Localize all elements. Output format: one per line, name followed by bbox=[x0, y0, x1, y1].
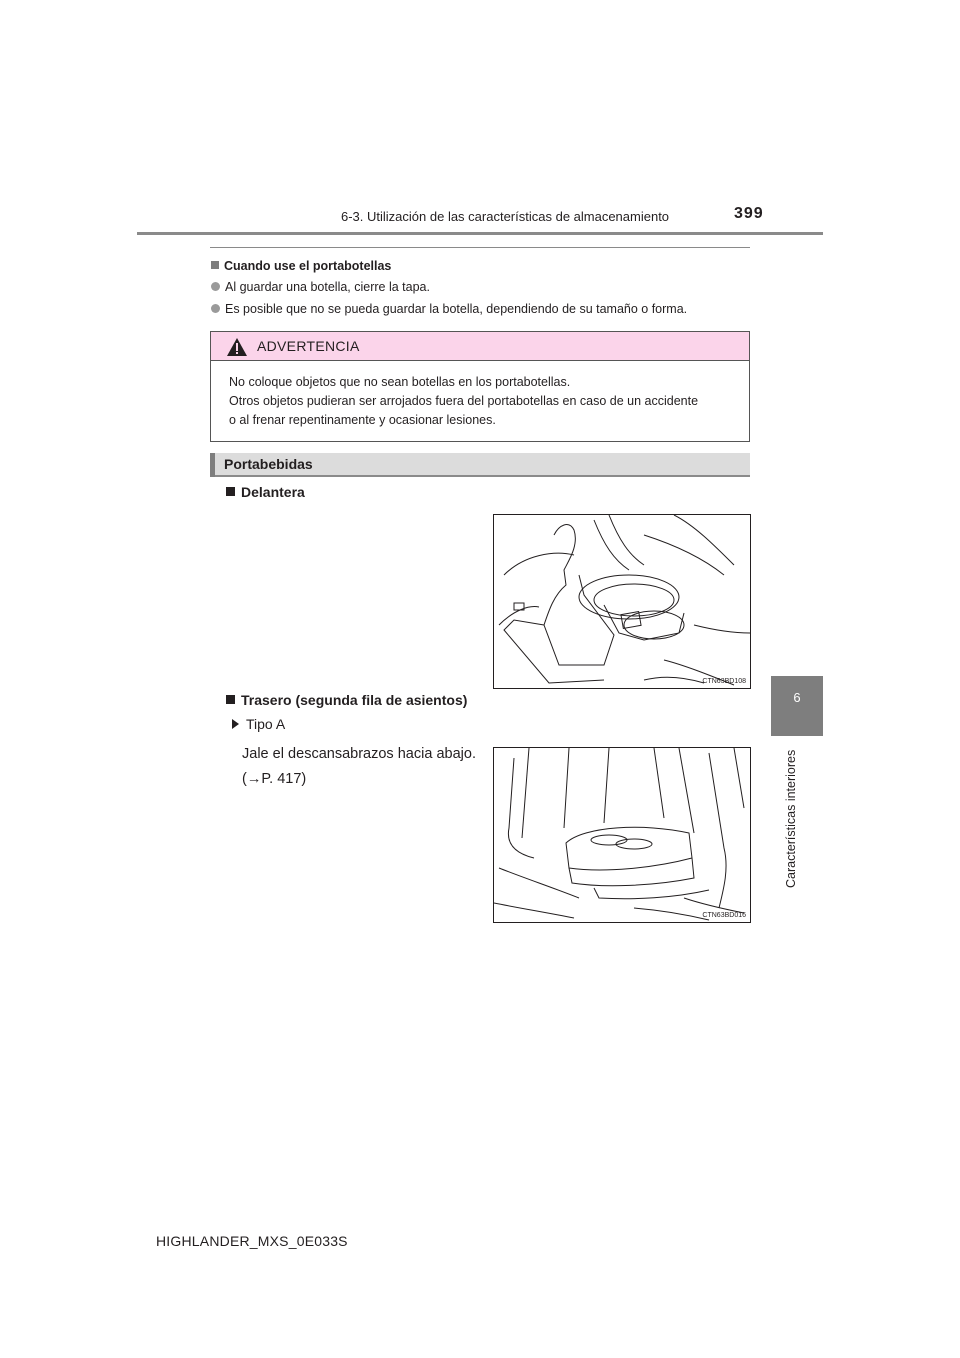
front-console-drawing bbox=[494, 515, 750, 688]
square-bullet-icon bbox=[226, 487, 235, 496]
header-title: 6-3. Utilización de las características de almacenamiento bbox=[341, 209, 670, 224]
warning-box bbox=[210, 331, 750, 442]
figure-code: CTN63BD108 bbox=[702, 678, 746, 685]
warning-line: Otros objetos pudieran ser arrojados fuera del portabotellas en caso de un accidente bbox=[229, 394, 699, 408]
rear-cupholder-illustration bbox=[493, 747, 751, 923]
subheading-front bbox=[226, 484, 305, 500]
chapter-label: Características interiores bbox=[784, 749, 798, 888]
warning-header bbox=[211, 332, 749, 361]
warning-triangle-icon bbox=[226, 337, 248, 357]
rear-armrest-drawing bbox=[494, 748, 750, 922]
note-bullet bbox=[211, 302, 687, 316]
subheading-rear bbox=[226, 692, 467, 708]
type-label-text: Tipo A bbox=[246, 716, 286, 732]
note-title-text: Cuando use el portabotellas bbox=[224, 259, 392, 273]
circle-bullet-icon bbox=[211, 282, 220, 291]
section-title: Portabebidas bbox=[224, 456, 313, 472]
front-cupholder-illustration bbox=[493, 514, 751, 689]
chapter-tab bbox=[771, 676, 823, 736]
figure-code: CTN63BD016 bbox=[702, 912, 746, 919]
subheading-text: Trasero (segunda fila de asientos) bbox=[241, 692, 468, 708]
warning-body bbox=[229, 373, 745, 430]
heading-accent bbox=[210, 453, 215, 477]
instruction-text: Jale el descansabrazos hacia abajo. (→P. 417) bbox=[242, 746, 476, 787]
header-rule bbox=[137, 232, 823, 235]
warning-title: ADVERTENCIA bbox=[257, 338, 360, 354]
note-title bbox=[211, 259, 391, 273]
chapter-number: 6 bbox=[793, 690, 801, 705]
warning-line: o al frenar repentinamente y ocasionar lesiones. bbox=[229, 413, 496, 427]
type-label bbox=[232, 716, 285, 732]
section-rule bbox=[210, 247, 750, 248]
triangle-bullet-icon bbox=[232, 719, 239, 729]
circle-bullet-icon bbox=[211, 304, 220, 313]
section-heading bbox=[210, 453, 750, 477]
square-bullet-icon bbox=[211, 261, 219, 269]
warning-line: No coloque objetos que no sean botellas en los portabotellas. bbox=[229, 375, 571, 389]
note-bullet bbox=[211, 280, 430, 294]
page-number: 399 bbox=[734, 205, 764, 222]
chapter-label-wrapper bbox=[782, 742, 798, 890]
note-bullet-text: Al guardar una botella, cierre la tapa. bbox=[225, 280, 430, 294]
square-bullet-icon bbox=[226, 695, 235, 704]
subheading-text: Delantera bbox=[241, 484, 305, 500]
document-id: HIGHLANDER_MXS_0E033S bbox=[156, 1233, 348, 1249]
note-bullet-text: Es posible que no se pueda guardar la botella, dependiendo de su tamaño o forma. bbox=[225, 302, 688, 316]
